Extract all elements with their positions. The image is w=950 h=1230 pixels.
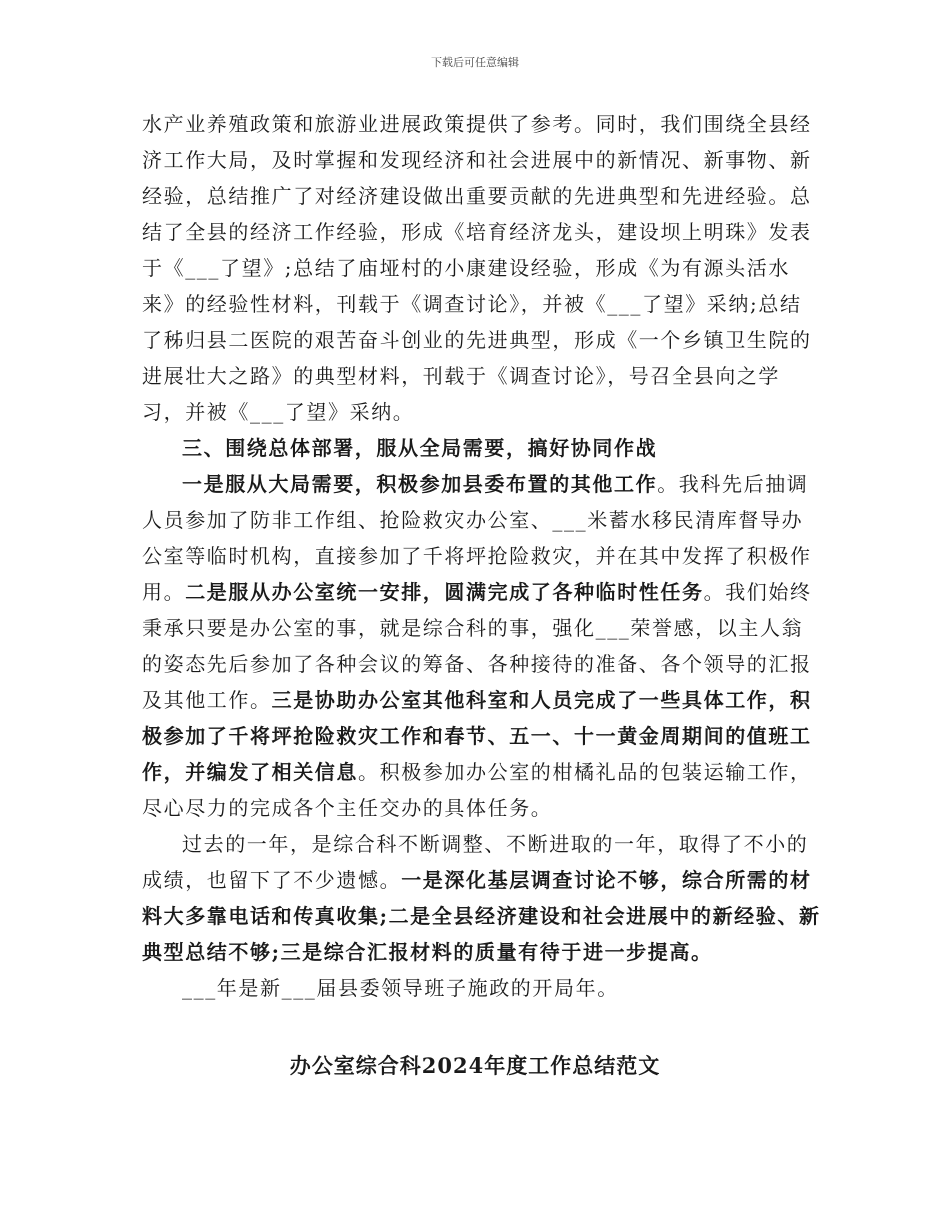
section-heading-text: 三、围绕总体部署，服从全局需要，搞好协同作战 (182, 436, 658, 460)
paragraph-review (142, 826, 822, 970)
point-2-text: 。我们始终秉承只要是办公室的事，就是综合科的事，强化___荣誉感，以主人翁的姿态先后参加了各种会议的筹备、各种接待的准备、各个领导的汇报及其他工作。 (142, 580, 812, 712)
document-title: 办公室综合科2024年度工作总结范文 (289, 1053, 661, 1078)
point-3-text: 。积极参加办公室的柑橘礼品的包装运输工作，尽心尽力的完成各个主任交办的具体任务。 (142, 760, 812, 820)
paragraph-cooperation (142, 466, 822, 826)
review-text: 过去的一年，是综合科不断调整、不断进取的一年，取得了不小的成绩，也留下了不少遗憾。 (142, 832, 809, 892)
paragraph-summary-experience: 水产业养殖政策和旅游业进展政策提供了参考。同时，我们围绕全县经济工作大局，及时掌握和发现经济和社会进展中的新情况、新事物、新经验，总结推广了对经济建设做出重要贡献的先进典型和先进经验。总结了全县的经济工作经验，形成《培育经济龙头，建设坝上明珠》发表于《___了望》;总结了庙垭村的小康建设经验，形成《为有源头活水来》的经验性材料，刊载于《调查讨论》，并被《___了望》采纳;总结了秭归县二医院的艰苦奋斗创业的先进典型，形成《一个乡镇卫生院的进展壮大之路》的典型材料，刊载于《调查讨论》，号召全县向之学习，并被《___了望》采纳。 (142, 112, 812, 424)
review-shortcomings: 一是深化基层调查讨论不够，综合所需的材料大多靠电话和传真收集;二是全县经济建设和社会进展中的新经验、新典型总结不够;三是综合汇报材料的质量有待于进一步提高。 (142, 868, 821, 964)
page-header: 下载后可任意编辑 (431, 56, 519, 69)
section-heading (142, 430, 822, 466)
bold-point-2: 二是服从办公室统一安排，圆满完成了各种临时性任务 (185, 580, 704, 604)
point-1-text: 。我科先后抽调人员参加了防非工作组、抢险救灾办公室、___米蓄水移民清库督导办公室等临时机构，直接参加了千将坪抢险救灾，并在其中发挥了积极作用。 (142, 472, 812, 604)
bold-point-1: 一是服从大局需要，积极参加县委布置的其他工作 (182, 472, 658, 496)
bold-point-3: 三是协助办公室其他科室和人员完成了一些具体工作，积极参加了千将坪抢险救灾工作和春节、五一、十一黄金周期间的值班工作，并编发了相关信息 (142, 688, 812, 784)
document-body (142, 106, 822, 1006)
paragraph-outlook: ___年是新___届县委领导班子施政的开局年。 (182, 976, 619, 1000)
